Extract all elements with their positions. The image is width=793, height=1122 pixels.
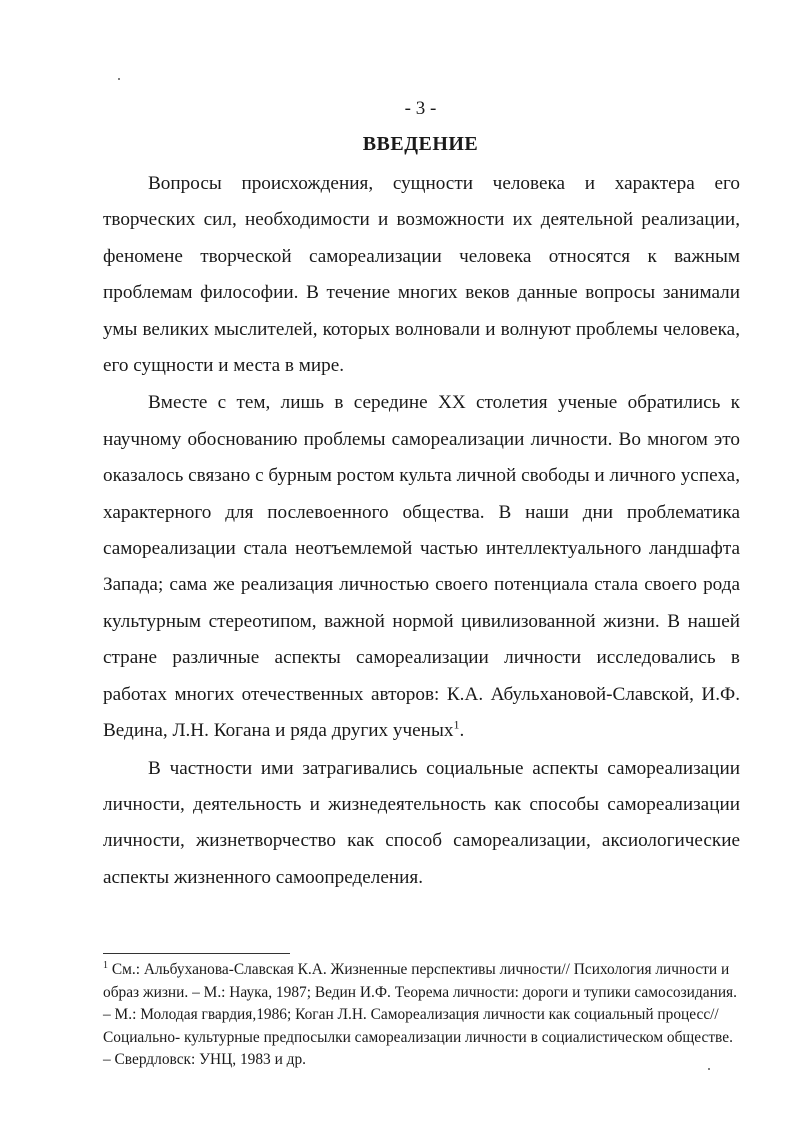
paragraph-3-text: В частности ими затрагивались социальные аспекты самореализации личности, деятельность и жизнедеятельность как способы самореализации личности, жизнетворчество как способ самореализации, аксиологические аспекты жизненного самоопределения. bbox=[103, 757, 740, 888]
body-text bbox=[103, 166, 740, 896]
paragraph-1-text: Вопросы происхождения, сущности человека и характера его творческих сил, необходимости и возможности их деятельной реализации, феномене творческой самореализации человека относятся к важным проблемам философии. В течение многих веков данные вопросы занимали умы великих мыслителей, которых волновали и волнуют проблемы человека, его сущности и места в мире. bbox=[103, 173, 740, 377]
footnote-divider bbox=[103, 953, 290, 954]
page-number: - 3 - bbox=[404, 98, 437, 119]
paragraph-2-tail: . bbox=[459, 720, 465, 742]
paragraph-2-text: Вместе с тем, лишь в середине XX столетия ученые обратились к научному обоснованию проблемы самореализации личности. Во многом это оказалось связано с бурным ростом культа личной свободы и личного успеха, характерного для послевоенного общества. В наши дни проблематика самореализации стала неотъемлемой частью интеллектуального ландшафта Запада; сама же реализация личностью своего потенциала стала своего рода культурным стереотипом, важной нормой цивилизованной жизни. В нашей стране различные аспекты самореализации личности исследовались в работах многих отечественных авторов: К.А. Абульхановой-Славской, И.Ф. Ведина, Л.Н. Когана и ряда других ученых bbox=[103, 392, 740, 742]
scan-speck bbox=[708, 1068, 710, 1070]
footnote-reference[interactable]: 1 bbox=[453, 717, 460, 732]
paragraph-1 bbox=[103, 166, 740, 384]
paragraph-3 bbox=[103, 751, 740, 897]
paragraph-2 bbox=[103, 385, 740, 749]
footnote bbox=[103, 959, 740, 1072]
footnote-text: См.: Альбуханова-Славская К.А. Жизненные перспективы личности// Психология личности и образ жизни. – М.: Наука, 1987; Ведин И.Ф. Теорема личности: дороги и тупики самосозидания. – М.: Молодая гвардия,1986; Коган Л.Н. Самореализация личности как социальный процесс//Социально- культурные предпосылки самореализации личности в социалистическом обществе. – Свердловск: УНЦ, 1983 и др. bbox=[103, 961, 737, 1069]
section-heading: ВВЕДЕНИЕ bbox=[362, 133, 479, 155]
footnote-mark: 1 bbox=[103, 959, 108, 971]
scan-speck bbox=[118, 78, 120, 80]
